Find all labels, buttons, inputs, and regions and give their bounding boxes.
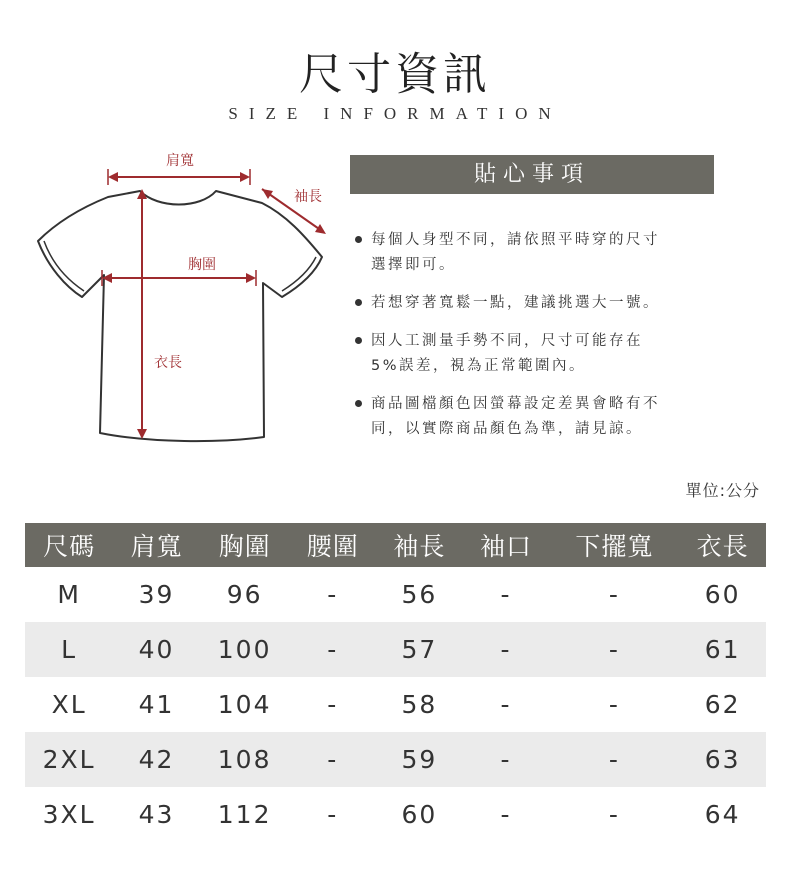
table-cell: XL [51,690,87,719]
size-table [25,523,766,842]
tip-item [355,392,725,442]
table-cell: 96 [226,580,263,609]
table-header-cell: 腰圍 [289,523,376,567]
table-cell: - [463,732,550,787]
chest-measure [102,270,256,286]
table-row [25,677,766,732]
tip-line: 選擇即可。 [371,257,456,273]
length-measure [137,189,147,439]
table-cell: 104 [217,690,272,719]
table-row [25,787,766,842]
table-row [25,622,766,677]
table-cell: - [289,732,376,787]
tip-line: 若想穿著寬鬆一點，建議挑選大一號。 [371,295,660,311]
table-cell: 63 [679,732,766,787]
table-cell: - [608,800,620,829]
table-cell: 3XL [42,800,96,829]
sleeve-label: 袖長 [294,189,322,205]
table-cell: 100 [200,622,289,677]
tip-line: 因人工測量手勢不同，尺寸可能存在 [371,333,643,349]
table-cell: 108 [200,732,289,787]
table-cell: - [327,580,339,609]
table-cell: - [500,580,512,609]
unit-label: 單位:公分 [685,481,760,500]
table-cell: 43 [138,800,175,829]
table-header-cell: 肩寬 [113,523,200,567]
table-row [25,732,766,787]
bullet-icon [355,299,362,306]
table-header-row [25,523,766,567]
table-cell: - [500,690,512,719]
table-cell: 60 [401,800,438,829]
table-cell: 57 [376,622,463,677]
page-subtitle: SIZE INFORMATION [228,104,562,123]
tip-item [355,228,725,278]
bullet-icon [355,236,362,243]
table-cell: - [327,800,339,829]
tip-item [355,329,725,379]
length-label: 衣長 [154,355,182,371]
chest-label: 胸圍 [188,257,216,273]
table-header-cell: 袖口 [463,523,550,567]
table-header-cell: 尺碼 [25,523,113,567]
table-cell: - [327,690,339,719]
table-cell: - [549,732,679,787]
tshirt-diagram [30,145,340,450]
table-cell: M [57,580,81,609]
tips-list [355,228,725,455]
bullet-icon [355,400,362,407]
table-cell: 62 [704,690,741,719]
table-header-cell: 衣長 [679,523,766,567]
table-cell: - [608,690,620,719]
table-cell: 41 [138,690,175,719]
table-cell: 112 [217,800,272,829]
tip-line: 商品圖檔顏色因螢幕設定差異會略有不 [371,396,660,412]
page-title: 尺寸資訊 [299,49,491,100]
table-cell: 58 [401,690,438,719]
tip-line: 5%誤差，視為正常範圍內。 [371,358,587,374]
bullet-icon [355,337,362,344]
tip-line: 同，以實際商品顏色為準，請見諒。 [371,421,643,437]
table-cell: 64 [704,800,741,829]
tshirt-outline [38,191,322,441]
tip-item [355,291,725,316]
table-cell: 42 [113,732,200,787]
tip-line: 每個人身型不同，請依照平時穿的尺寸 [371,232,660,248]
table-cell: - [500,800,512,829]
table-cell: - [463,622,550,677]
tips-header: 貼心事項 [350,155,714,194]
table-header-cell: 胸圍 [200,523,289,567]
table-cell: 60 [704,580,741,609]
table-cell: 61 [679,622,766,677]
table-cell: 2XL [25,732,113,787]
table-cell: 56 [401,580,438,609]
table-cell: 39 [138,580,175,609]
shoulder-measure [108,169,250,185]
shoulder-label: 肩寬 [166,153,194,169]
table-header-cell: 下擺寬 [549,523,679,567]
table-cell: - [549,622,679,677]
table-cell: - [608,580,620,609]
table-cell: L [25,622,113,677]
table-cell: 40 [113,622,200,677]
table-cell: 59 [376,732,463,787]
table-row [25,567,766,622]
table-cell: - [289,622,376,677]
table-header-cell: 袖長 [376,523,463,567]
